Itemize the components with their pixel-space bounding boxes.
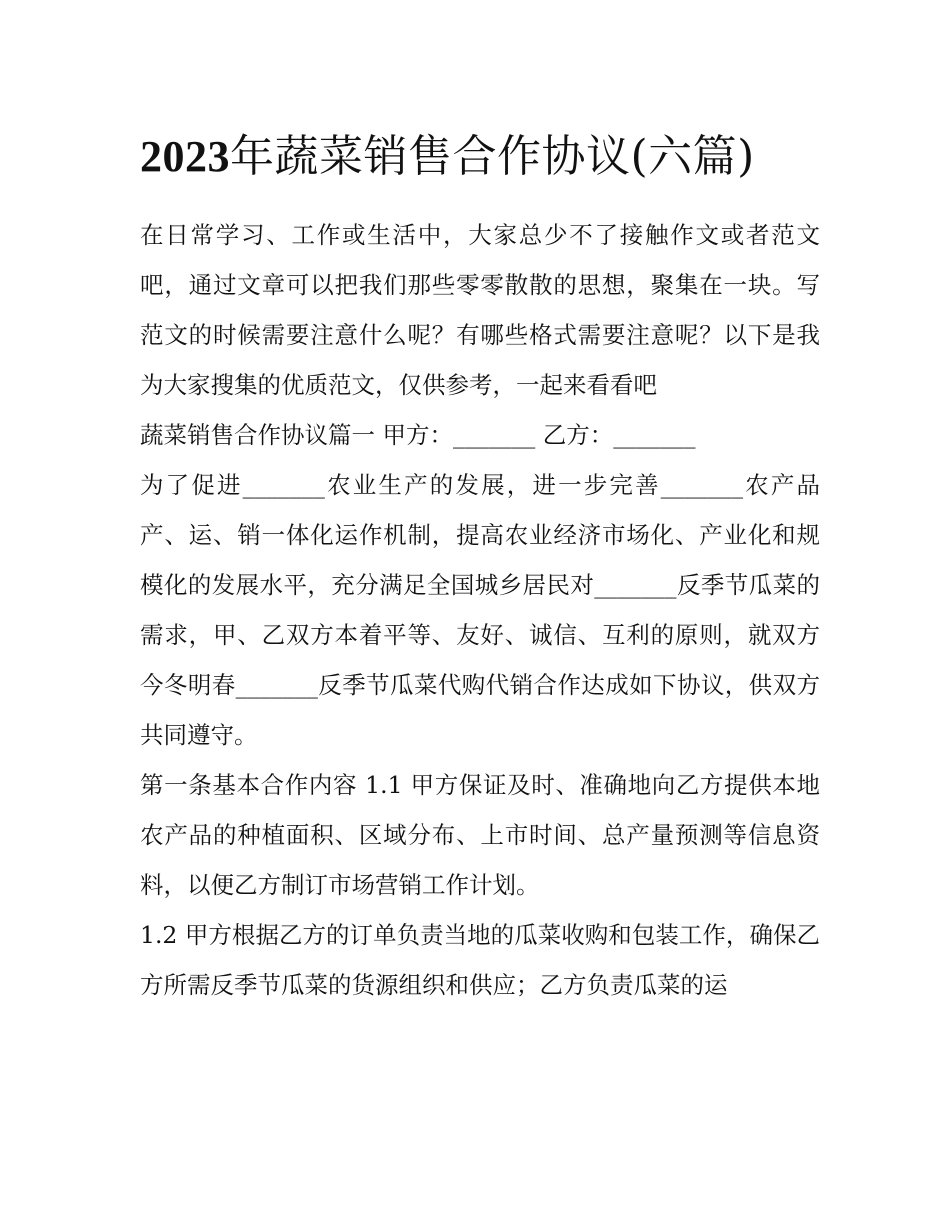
article-one-clause: 第一条基本合作内容 1.1 甲方保证及时、准确地向乙方提供本地农产品的种植面积、区域分布、上市时间、总产量预测等信息资料，以便乙方制订市场营销工作计划。 [140, 771, 820, 899]
title-year: 2023 [140, 132, 230, 181]
agreement-preamble: 为了促进_______农业生产的发展，进一步完善_______农产品产、运、销一体化运作机制，提高农业经济市场化、产业化和规模化的发展水平，充分满足全国城乡居民对_______反季节瓜菜的需求，甲、乙双方本着平等、友好、诚信、互利的原则，就双方今冬明春_______反季节瓜菜代购代销合作达成如下协议，供双方共同遵守。 [140, 471, 820, 749]
agreement-heading: 蔬菜销售合作协议篇一 甲方：_______ 乙方：_______ [140, 421, 696, 449]
clause-1-2: 1.2 甲方根据乙方的订单负责当地的瓜菜收购和包装工作，确保乙方所需反季节瓜菜的货源组织和供应；乙方负责瓜菜的运 [140, 921, 820, 999]
document-page [140, 118, 820, 1010]
document-title [140, 118, 820, 196]
intro-paragraph: 在日常学习、工作或生活中，大家总少不了接触作文或者范文吧，通过文章可以把我们那些零零散散的思想，聚集在一块。写范文的时候需要注意什么呢？有哪些格式需要注意呢？以下是我为大家搜集的优质范文，仅供参考，一起来看看吧 [140, 221, 820, 399]
title-text: 年蔬菜销售合作协议(六篇) [230, 131, 755, 182]
